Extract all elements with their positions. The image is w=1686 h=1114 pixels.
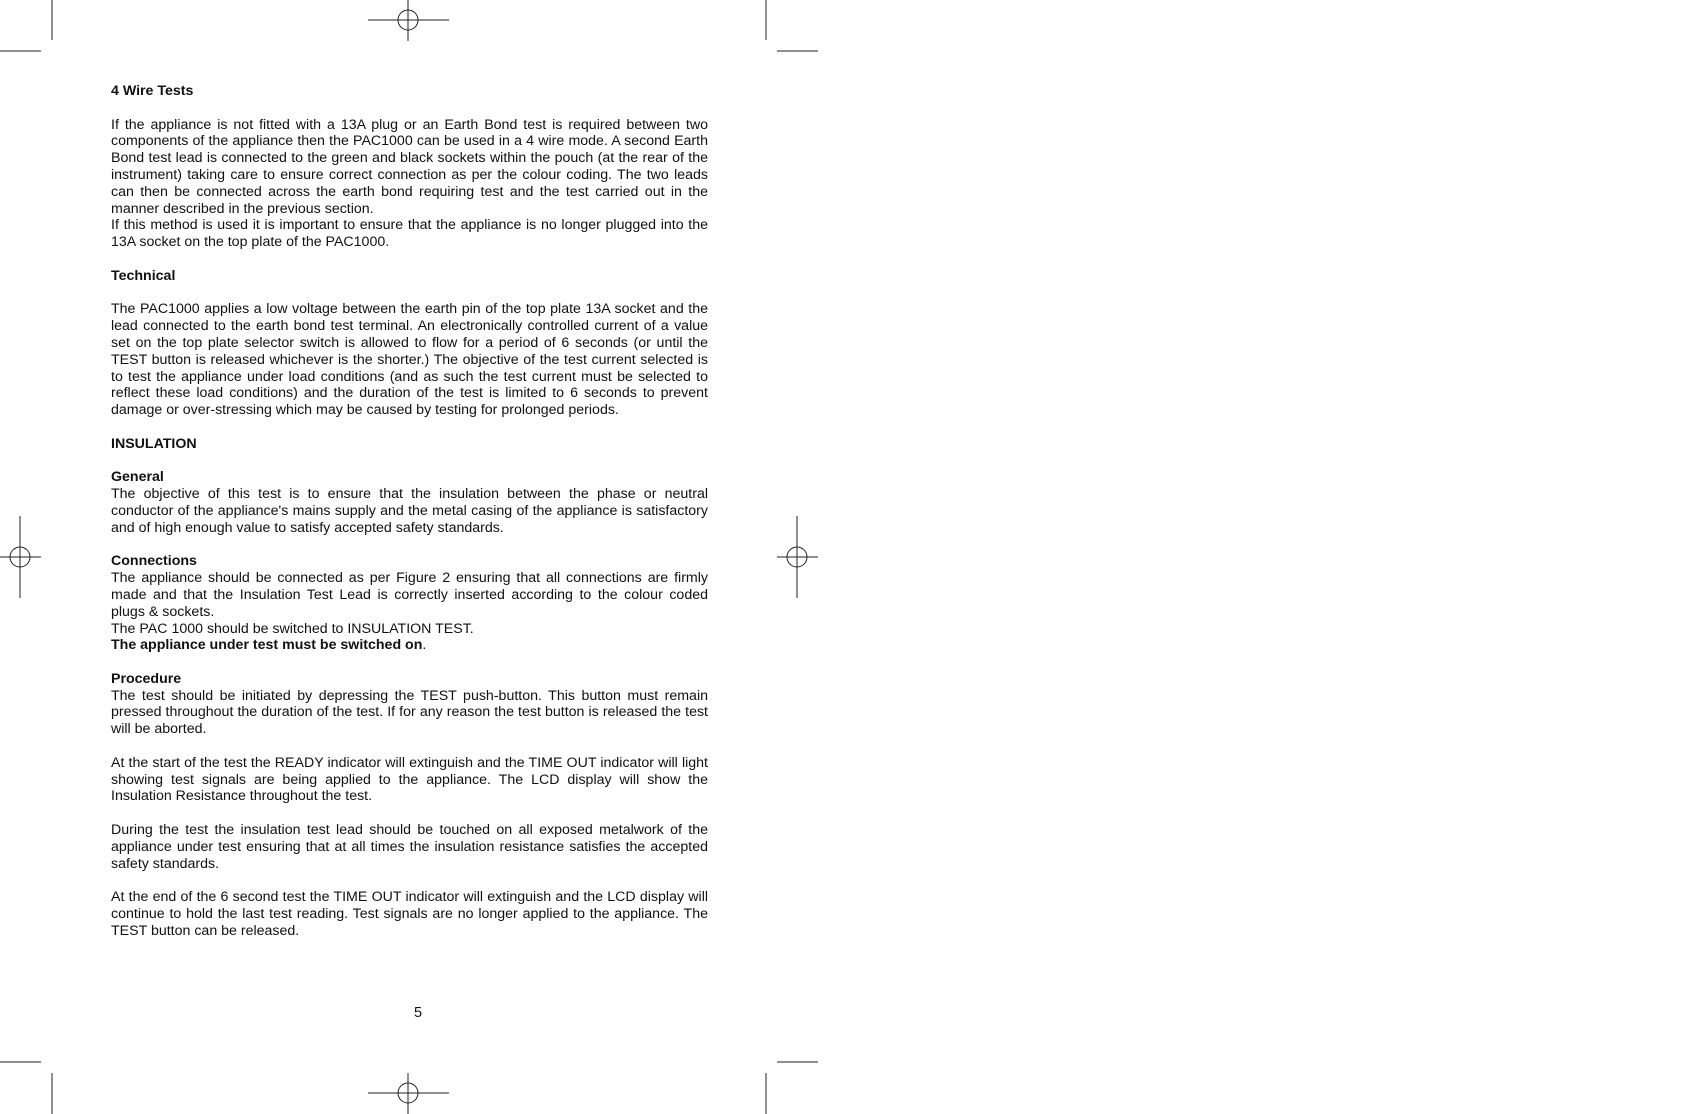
body-text (111, 83, 708, 940)
heading-connections: Connections (111, 553, 197, 570)
procedure-paragraph-2: At the start of the test the READY indicator will extinguish and the TIME OUT indicator will light showing test signals are being applied to the appliance. The LCD display will show the Insulation Resistance throughout the test. (111, 754, 708, 805)
four-wire-paragraph-2: If this method is used it is important to ensure that the appliance is no longer plugged into the 13A socket on the top plate of the PAC1000. (111, 217, 708, 251)
heading-insulation: INSULATION (111, 435, 197, 452)
heading-procedure: Procedure (111, 670, 182, 687)
technical-paragraph: The PAC1000 applies a low voltage between the earth pin of the top plate 13A socket and the lead connected to the earth bond test terminal. An electronically controlled current of a value set on the top plate selector switch is allowed to flow for a period of 6 seconds (or until the TEST button is released whichever is the shorter.) The objective of the test current selected is to test the appliance under load conditions (and as such the test current must be selected to reflect these load conditions) and the duration of the test is limited to 6 seconds to prevent damage or over-stressing which may be caused by testing for prolonged periods. (111, 301, 708, 419)
connections-paragraph: The appliance should be connected as per Figure 2 ensuring that all connections are firmly made and that the Insulation Test Lead is correctly inserted according to the colour coded plugs & sockets. (111, 570, 708, 620)
four-wire-paragraph-1: If the appliance is not fitted with a 13A plug or an Earth Bond test is required between two components of the appliance then the PAC1000 can be used in a 4 wire mode. A second Earth Bond test lead is connected to the green and black sockets within the pouch (at the rear of the instrument) taking care to ensure correct connection as per the colour coding. The two leads can then be connected across the earth bond requiring test and the test carried out in the manner described in the previous section. (111, 116, 708, 217)
general-paragraph: The objective of this test is to ensure that the insulation between the phase or neutral conductor of the appliance's mains supply and the metal casing of the appliance is satisfactory and of high enough value to satisfy accepted safety standards. (111, 486, 708, 536)
heading-4-wire-tests: 4 Wire Tests (111, 83, 194, 99)
page-number: 5 (413, 1005, 423, 1021)
procedure-paragraph-1: The test should be initiated by depressing the TEST push-button. This button must remain pressed throughout the duration of the test. If for any reason the test button is released the test will be aborted. (111, 687, 708, 738)
connections-warning-bold: The appliance under test must be switched on (111, 637, 423, 654)
heading-general: General (111, 469, 164, 486)
connections-warning-period: . (422, 637, 427, 654)
heading-technical: Technical (111, 267, 176, 284)
connections-switch-line: The PAC 1000 should be switched to INSULATION TEST. (111, 620, 474, 637)
procedure-paragraph-4: At the end of the 6 second test the TIME OUT indicator will extinguish and the LCD display will continue to hold the last test reading. Test signals are no longer applied to the appliance. The TEST button can be released. (111, 889, 708, 939)
procedure-paragraph-3: During the test the insulation test lead should be touched on all exposed metalwork of the appliance under test ensuring that at all times the insulation resistance satisfies the accepted safety standards. (111, 822, 708, 872)
connections-warning (111, 637, 708, 654)
